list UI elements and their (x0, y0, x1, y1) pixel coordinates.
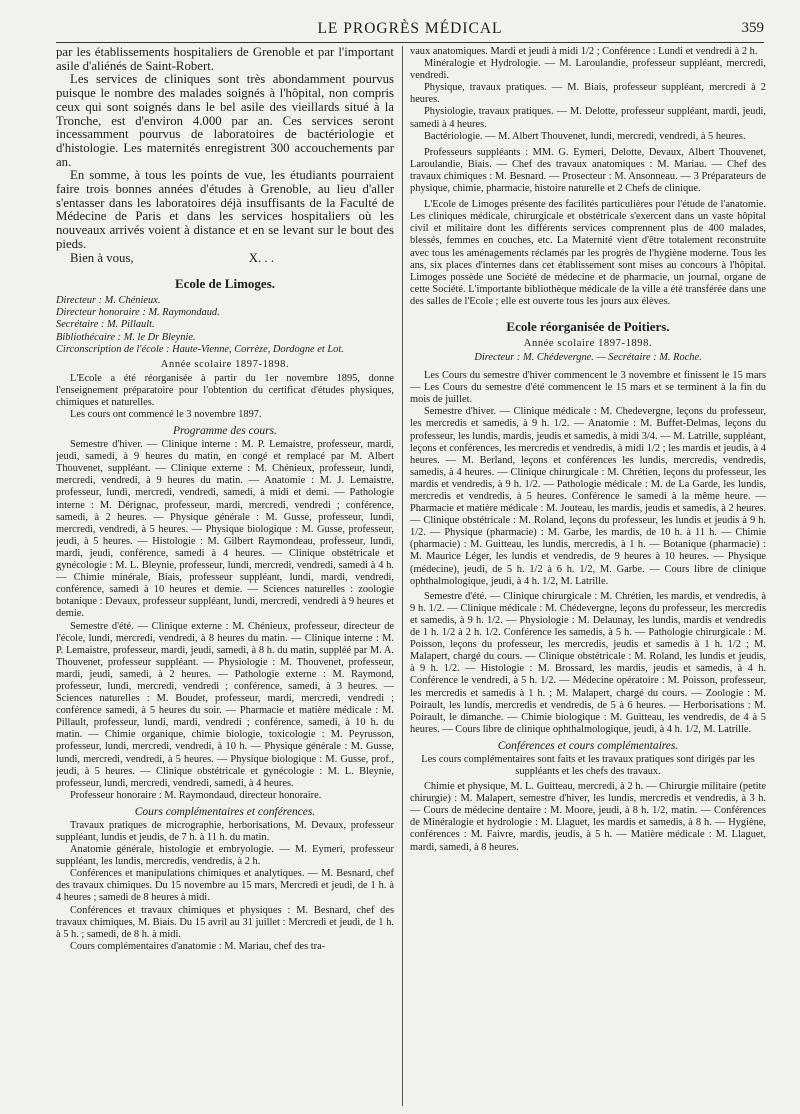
paragraph: En somme, à tous les points de vue, les étudiants pourraient faire trois bonnes années d'études à Grenoble, au lieu d'aller s'entasser dans les laboratoires déjà insuffisants de la Faculté de Médecine de Paris et dans les services hospitaliers où les nouveaux arrivés voient à distance et en se levant sur le bout des pieds. (56, 168, 394, 251)
section-heading-limoges: Ecole de Limoges. (174, 276, 275, 292)
staff-line: Secrétaire : M. Pillault. (56, 319, 155, 331)
signature-line: Bien à vous, X. . . (70, 250, 275, 265)
paragraph: Les cours complémentaires sont faits et les travaux pratiques sont dirigés par les suppléants et les chefs des travaux. (421, 753, 755, 777)
running-header (56, 18, 764, 43)
column-divider (402, 46, 403, 1106)
section-heading-poitiers: Ecole réorganisée de Poitiers. (506, 318, 670, 334)
staff-line: Bibliothécaire : M. le Dr Bleynie. (56, 331, 196, 343)
paragraph: Professeur honoraire : M. Raymondaud, directeur honoraire. (70, 789, 322, 801)
school-year: Année scolaire 1897-1898. (160, 358, 290, 370)
paragraph: Bactériologie. — M. Albert Thouvenet, lundi, mercredi, vendredi, à 5 heures. (424, 130, 746, 142)
subheading: Cours complémentaires et conférences. (134, 805, 316, 818)
paragraph: Semestre d'hiver. — Clinique médicale : M. Chedevergne, leçons du professeur, les mercredis et samedis, à 9 h. 1/2. — Anatomie : M. Buffet-Delmas, leçons du professeur, les lundis, mardis, jeudis et samedis, à midi 3/4. — M. Latrille, suppléant, leçons et conférences, les mercredis et vendredis, à midi 1/2 ; les mardis et jeudis, à 4 heures. — M. Berland, leçons et conférences les lundis, mercredis, vendredis, samedis, à 4 heures. — Clinique chirurgicale : M. Chrétien, leçons du professeur, les mardis et vendredis, à 9 h. 1/2. — Pathologie médicale : M. de La Garde, les lundis, mercredis et vendredis, à 5 heures. Conférence le samedi à la même heure. — Pharmacie et matière médicale : M. Jouteau, les mardis, jeudis et samedis, à 2 heures. — Clinique obstétricale : M. Roland, leçons du professeur, les lundis et jeudis à 9 h. 1/2. — Physique (pharmacie) : M. Garbe, les mardis, de 10 h. à 11 h. — Chimie (pharmacie) : M. Guitteau, les lundis, mercredis, à 1 h. — Botanique (pharmacie) : M. Maurice Léger, les lundis et vendredis, de 9 heures à 10 heures. — Physique (médecine), jeudi, de 5 h. 1/2 à 6 h. 1/2, M. Garbe. — Cours libre de clinique ophthalmologique, jeudi, à 4 h. 1/2, M. Latrille. (410, 406, 766, 587)
paragraph: Semestre d'hiver. — Clinique interne : M. P. Lemaistre, professeur, mardi, jeudi, samedi, à 9 heures du matin, en congé et remplacé par M. Albert Thouvenet, suppléant. — Clinique externe : M. Chénieux, professeur, lundi, mercredi, vendredi, à 9 heures du matin. — Anatomie : M. J. Lemaistre, professeur, lundi, mercredi, vendredi, samedi, à midi et demi. — Pathologie interne : M. Dérignac, professeur, mardi, mercredi, vendredi ; conférence, samedi, à 2 heures. — Physique générale : M. Gusse, professeur, lundi, mercredi, vendredi, à 5 heures. — Physique biologique : M. Gusse, professeur, jeudi, à 5 heures. — Histologie : M. Gilbert Raymondeau, professeur, lundi, mardi, jeudi, conférence, samedi à 4 heures. — Clinique obstétricale et gynécologie : M. L. Bleynie, professeur, lundi, mercredi, vendredi, samedi à 4 h. — Chimie minérale, Biais, professeur suppléant, lundi, mardi, vendredi, conférence, samedi à 10 heures et demie. — Sciences naturelles : zoologie botanique : Devaux, professeur suppléant, lundi, mercredi, vendredi à 9 heures et demie. (56, 439, 394, 620)
paragraph: Conférences et manipulations chimiques et analytiques. — M. Besnard, chef des travaux chimiques. Du 15 novembre au 15 mars, Mercredi et jeudi, de 1 h. à 4 heures ; samedi de 8 heures à midi. (56, 868, 394, 904)
paragraph: Anatomie générale, histologie et embryologie. — M. Eymeri, professeur suppléant, les lundis, mercredis, vendredis, à 2 h. (56, 844, 394, 868)
right-column (410, 46, 766, 1108)
paragraph: Les cours ont commencé le 3 novembre 1897. (70, 409, 262, 420)
paragraph: L'Ecole a été réorganisée à partir du 1er novembre 1895, donne l'enseignement préparatoire pour l'obtention du certificat d'études physiques, chimiques et naturelles. (56, 372, 394, 408)
subheading: Conférences et cours complémentaires. (497, 739, 679, 752)
staff-line: Directeur honoraire : M. Raymondaud. (56, 307, 220, 319)
paragraph: Physiologie, travaux pratiques. — M. Delotte, professeur suppléant, mardi, jeudi, samedi à 4 heures. (410, 106, 766, 130)
paragraph: Physique, travaux pratiques. — M. Biais, professeur suppléant, mercredi à 2 heures. (410, 82, 766, 106)
page-number: 359 (741, 20, 764, 36)
paragraph: Chimie et physique, M. L. Guitteau, mercredi, à 2 h. — Chirurgie militaire (petite chirurgie) : M. Malapert, semestre d'hiver, les lundis, mercredis et vendredis, à 3 h. — Cours de médecine dentaire : M. Moore, jeudi, à 8 h. 1/2, matin. — Conférences de Minéralogie et hydrologie : M. Llaguet, les mardis et samedis, à 8 h. — Hygiène, conférences : M. Faivre, mardis, jeudis, à 5 h. — Matière médicale : M. Llaguet, mardi, samedi, à 8 heures. (410, 781, 766, 853)
paragraph: Semestre d'été. — Clinique chirurgicale : M. Chrétien, les mardis, et vendredis, à 9 h. 1/2. — Clinique médicale : M. Chédevergne, leçons du professeur, les mercredis et samedis, à 9 h. 1/2. — Physiologie : M. Delaunay, les lundis, mardis et vendredis de 1 h. 1/2 à 2 h. 1/2. Conférence les samedis, à 5 h. — Pathologie chirurgicale : M. Poisson, leçons du professeur, les mercredis, jeudis et samedis à 1 h. 1/2 ; M. Malapert, chargé du cours. — Clinique obstétricale : M. Roland, les lundis et jeudis, à 9 h. 1/2. — Histologie : M. Brossard, les mardis, jeudis et samedis, à 4 h. Conférence le vendredi, à 5 h. 1/2. — Médecine opératoire : M. Poisson, professeur, les mercredis et samedis à 1 h. ; M. Malapert, chargé du cours. — Zoologie : M. Poirault, les lundis, mercredis et vendredis, de 5 à 6 heures. — Herborisations : M. Poirault, le dimanche. — Chimie biologique : M. Guitteau, les vendredis, de 4 à 5 heures. — Cours libre de clinique ophthalmologique, jeudi, à 4 h. 1/2, M. Latrille. (410, 590, 766, 735)
paragraph: Travaux pratiques de micrographie, herborisations, M. Devaux, professeur suppléant, lundis et jeudis, de 7 h. à 11 h. du matin. (56, 819, 394, 843)
paragraph: Semestre d'été. — Clinique externe : M. Chénieux, professeur, directeur de l'école, lundi, mercredi, vendredi, à 8 heures du matin. — Clinique interne : M. P. Lemaistre, professeur, mardi, jeudi, samedi, à 8 h. du matin, suppléé par M. A. Thouvenet, professeur suppléant. — Physiologie : M. Thouvenet, professeur, mardi, jeudi, samedi, à 2 heures. — Pathologie externe : M. Raymond, professeur, lundi, mercredi, vendredi ; conférence, samedi, à 3 heures. — Sciences naturelles : M. Boudet, professeur, mardi, mercredi, vendredi ; conférence samedi, à 5 heures du soir. — Pharmacie et matière médicale : M. Pillault, professeur, lundi, mardi, vendredi ; conférence, samedi, à 10 h. du matin. — Chimie organique, chimie biologie, toxicologie : M. Peyrusson, professeur, lundi, mercredi, vendredi, à 10 h. — Physique générale : M. Gusse, lundi, mercredi, vendredi, à 5 heures. — Physique biologique : M. Gusse, prof., jeudi, à 5 heures. — Clinique obstétricale et gynécologie : M. L. Bleynie, professeur, lundi, mercredi, vendredi, samedi, à 4 heures. (56, 620, 394, 789)
journal-title: LE PROGRÈS MÉDICAL (317, 20, 503, 37)
paragraph: Cours complémentaires d'anatomie : M. Mariau, chef des tra- (70, 940, 326, 952)
paragraph: Les services de cliniques sont très abondamment pourvus puisque le nombre des malades soignés à l'hôpital, non compris ceux qui sont soignés dans le bel asile des vieillards situé à la Tronche, est d'environ 4.000 par an. Ces services seront incessamment pourvus de laboratoires de bactériologie et d'histologie. Les maternités enregistrent 300 accouchements par an. (56, 72, 394, 169)
school-year: Année scolaire 1897-1898. (523, 337, 653, 349)
left-column (56, 46, 394, 1108)
staff-line: Directeur : M. Chénieux. (56, 295, 161, 307)
paragraph: Les Cours du semestre d'hiver commencent le 3 novembre et finissent le 15 mars — Les Cours du semestre d'été commencent le 15 mars et se terminent à la fin du mois de juillet. (410, 370, 766, 406)
paragraph: Conférences et travaux chimiques et physiques : M. Besnard, chef des travaux chimiques, M. Biais. Du 15 avril au 31 juillet : Mercredi et jeudi, de 1 h. à 5 h. ; samedi, de 8 h. à midi. (56, 904, 394, 940)
direction-line: Directeur : M. Chédevergne. — Secrétaire : M. Roche. (474, 351, 702, 363)
paragraph: par les établissements hospitaliers de Grenoble et par l'important asile d'aliénés de Saint-Robert. (56, 46, 394, 73)
programme-heading: Programme des cours. (172, 425, 278, 438)
staff-line: Circonscription de l'école : Haute-Vienne, Corrèze, Dordogne et Lot. (56, 343, 344, 355)
paragraph: L'Ecole de Limoges présente des facilités particulières pour l'étude de l'anatomie. Les cliniques médicale, chirurgicale et obstétricale s'exercent dans un vaste hôpital civil et militaire dont les différents services comprennent plus de 400 malades, blessés, femmes en couches, etc. La Maternité vient d'être totalement reconstruite avec tous les aménagements réclamés par les progrès de l'hygiène moderne. Tous les ans, six places d'internes dans cet établissement sont mises au concours à l'hôpital. Limoges possède une Société de médecine et de pharmacie, un journal, organe de cette Société. L'importante bibliothèque médicale de la ville a été transférée dans une des salles de l'Ecole ; elle est ouverte tous les jours aux élèves. (410, 199, 766, 307)
paragraph: Minéralogie et Hydrologie. — M. Laroulandie, professeur suppléant, mercredi, vendredi. (410, 58, 766, 82)
paragraph: vaux anatomiques. Mardi et jeudi à midi 1/2 ; Conférence : Lundi et vendredi à 2 h. (410, 46, 758, 57)
paragraph: Professeurs suppléants : MM. G. Eymeri, Delotte, Devaux, Albert Thouvenet, Laroulandie, Biais. — Chef des travaux anatomiques : M. Mariau. — Chef des travaux chimiques : M. Besnard. — Prosecteur : M. Ansonneau. — 3 Préparateurs de physique, chimie, pharmacie, histoire naturelle et 2 Chefs de clinique. (410, 146, 766, 195)
